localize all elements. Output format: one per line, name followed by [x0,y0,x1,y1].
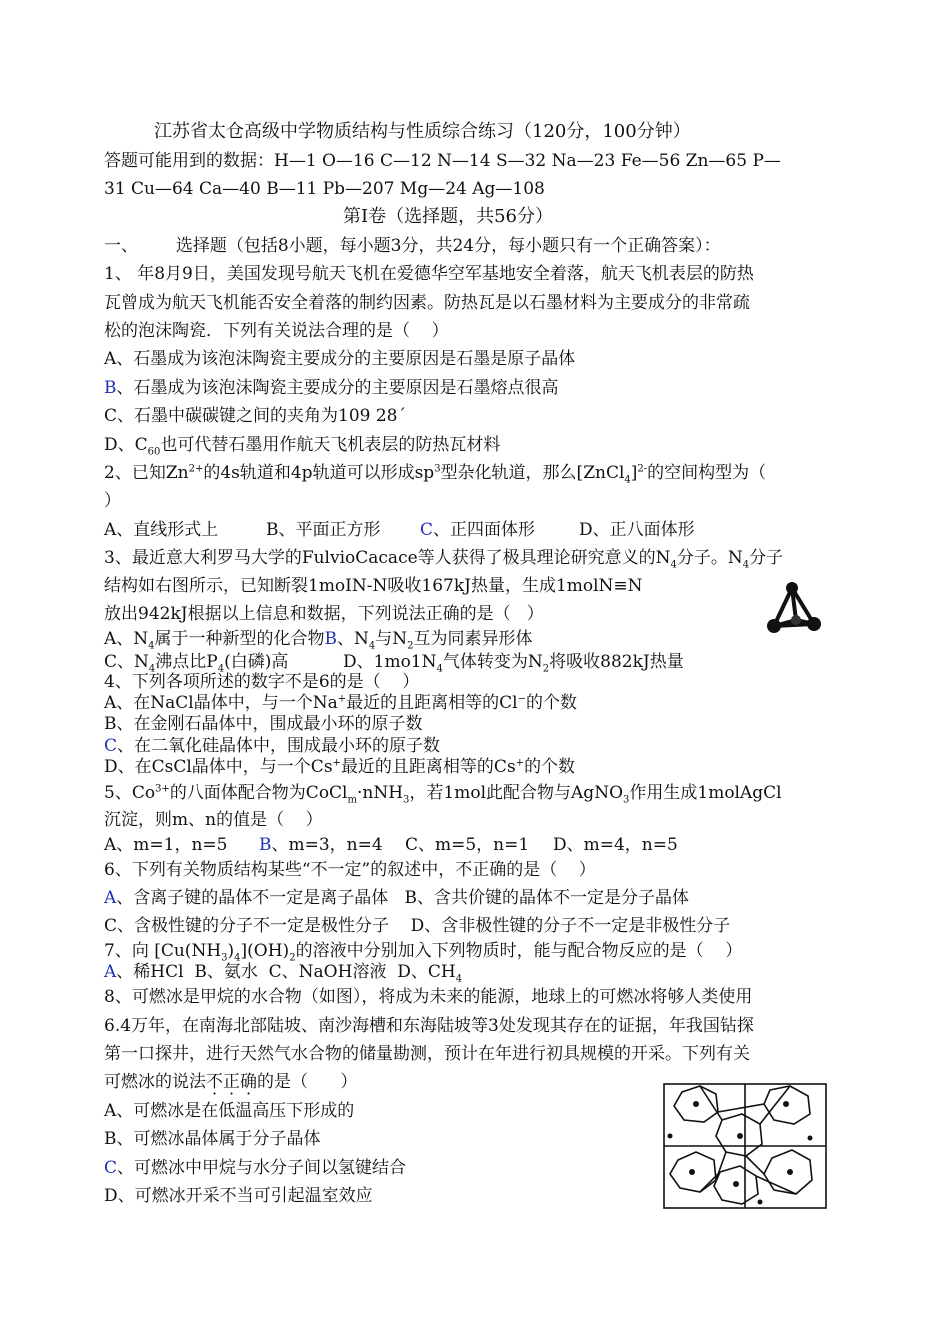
text: ](OH) [240,941,290,961]
q4-stem: 4、下列各项所述的数字不是6的是（ ） [104,672,420,692]
subscript: 4 [234,952,241,964]
emphasis-char: 确 [240,1072,257,1092]
subscript: 4 [670,559,677,571]
text: 、在二氧化硅晶体中，围成最小环的原子数 [117,736,441,756]
answer-letter: C [104,1158,118,1178]
subscript: 4 [368,640,376,652]
text: 分子 [749,548,784,568]
q8-option-b: B、可燃冰晶体属于分子晶体 [104,1129,321,1149]
subscript: 4 [148,663,156,675]
q4-option-c [104,735,440,757]
q3-options-ab [104,628,533,650]
text: 属于一种新型的化合物 [154,629,325,649]
text: 5、Co [104,783,156,803]
superscript: + [332,757,341,769]
subscript: 3 [221,952,228,964]
q1-stem-1: 1、 年8月9日，美国发现号航天飞机在爱德华空军基地安全着落，航天飞机表层的防热 [104,264,754,284]
answer-letter: C [420,520,434,540]
q6-options-ab [104,887,689,909]
q6-stem: 6、下列有关物质结构某些“不一定”的叙述中，不正确的是（ ） [104,860,596,880]
subscript: 2 [542,663,550,675]
text: 的个数 [524,757,576,777]
atomic-data-line1: 答题可能用到的数据：H—1 O—16 C—12 N—14 S—32 Na—23 Fe—56 Zn—65 P— [104,151,781,171]
text: 可燃冰的说法 [104,1072,206,1092]
emphasis-char: 不 [206,1072,223,1092]
text: A、在NaCl晶体中，与一个Na [104,693,338,713]
text: 气体转变为N [442,652,543,672]
q2-stem-1 [104,462,766,484]
text: 与N [375,629,408,649]
text: 沸点比P [155,652,218,672]
emphasis-char: 正 [223,1072,240,1092]
superscript: 3+ [155,783,170,795]
q1-option-b [104,377,559,399]
q1-option-b-text: 、石墨成为该泡沫陶瓷主要成分的主要原因是石墨熔点很高 [116,378,559,398]
text: 的八面体配合物为CoCl [169,783,348,803]
text: ] [630,463,638,483]
text: 分子。N [676,548,743,568]
subscript: 4 [455,973,463,985]
q1-stem-2: 瓦曾成为航天飞机能否安全着落的制约因素。防热瓦是以石墨材料为主要成分的非常疏 [104,293,750,313]
text: 最近的且距离相等的Cs [340,757,516,777]
text: 作用生成1molAgCl [629,783,782,803]
subscript: 4 [624,474,631,486]
q4-option-d [104,756,575,778]
subscript: 3 [403,794,410,806]
text: 将吸收882kJ热量 [549,652,684,672]
section1-heading: 一、 选择题（包括8小题，每小题3分，共24分，每小题只有一个正确答案）： [104,236,721,256]
superscript: + [515,757,525,769]
part1-title: 第Ⅰ卷（选择题，共56分） [343,206,554,227]
answer-letter: B [104,378,117,398]
superscript: − [517,693,526,705]
q3-stem-2: 结构如右图所示，已知断裂1moIN-N吸收167kJ热量，生成1molN≡N [104,576,643,596]
answer-letter: A [104,888,117,908]
q2-option-b: B、平面正方形 [266,520,381,540]
q2-option-a: A、直线形式上 [104,520,219,540]
text: 、含离子键的晶体不一定是离子晶体 B、含共价键的晶体不一定是分子晶体 [116,888,689,908]
q3-stem-1 [104,547,783,569]
q8-option-c [104,1157,406,1179]
q5-option-a: A、m=1，n=5 [104,835,228,855]
subscript: 4 [436,663,443,675]
q5-option-b [259,834,383,856]
q2-option-d: D、正八面体形 [579,520,695,540]
text: 的个数 [525,693,577,713]
subscript: 4 [217,663,225,675]
q4-option-b: B、在金刚石晶体中，围成最小环的原子数 [104,714,423,734]
text: 2、已知Zn [104,463,189,483]
q8-stem-1: 8、可燃冰是甲烷的水合物（如图），将成为未来的能源，地球上的可燃冰将够人类使用 [104,987,753,1007]
q3-option-c [104,651,288,673]
subscript: 4 [148,640,155,652]
q3-stem-3: 放出942kJ根据以上信息和数据，下列说法正确的是（ ） [104,604,544,624]
subscript: 2 [407,640,414,652]
text: 3、最近意大利罗马大学的FulvioCacace等人获得了极具理论研究意义的N [104,548,671,568]
text: 、N [337,629,369,649]
q8-option-d: D、可燃冰开采不当可引起温室效应 [104,1186,373,1206]
subscript: m [347,794,357,806]
q8-stem-4 [104,1071,357,1093]
q5-stem-1 [104,782,782,804]
q8-stem-3: 第一口探井，进行天然气水合物的储量勘测，预计在年进行初具规模的开采。下列有关 [104,1044,750,1064]
answer-letter: B [324,629,338,649]
text: 也可代替石墨用作航天飞机表层的防热瓦材料 [160,435,501,455]
q2-stem-2: ） [104,491,121,511]
q8-stem-2: 6.4万年，在南海北部陆坡、南沙海槽和东海陆坡等3处发现其存在的证据，年我国钻探 [104,1016,754,1036]
text: 7、向 [Cu(NH [104,941,222,961]
text: 、m=3，n=4 [271,835,383,855]
text: 、稀HCl B、氨水 C、NaOH溶液 D、CH [116,962,456,982]
text: C、N [104,652,149,672]
text: D、1mo1N [343,652,437,672]
superscript: + [337,693,347,705]
q1-option-a: A、石墨成为该泡沫陶瓷主要成分的主要原因是石墨是原子晶体 [104,349,576,369]
superscript: 2- [637,463,648,475]
text: 的是（ ） [257,1072,358,1092]
text: D、C [104,435,148,455]
q4-option-a [104,692,577,714]
q8-option-a: A、可燃冰是在低温高压下形成的 [104,1101,355,1121]
subscript: 2 [289,952,296,964]
answer-letter: C [104,736,118,756]
superscript: 2+ [188,463,204,475]
text: 、可燃冰中甲烷与水分子间以氢键结合 [117,1158,407,1178]
answer-letter: A [104,962,117,982]
subscript: 4 [742,559,750,571]
q6-options-cd: C、含极性键的分子不一定是极性分子 D、含非极性键的分子不一定是非极性分子 [104,916,731,936]
q5-stem-2: 沉淀，则m、n的值是（ ） [104,810,323,830]
q5-option-d: D、m=4，n=5 [553,835,678,855]
text: 、正四面体形 [433,520,536,540]
text: (白磷)高 [224,652,289,672]
page-title: 江苏省太仓高级中学物质结构与性质综合练习（120分，100分钟） [154,121,691,142]
q1-stem-3: 松的泡沫陶瓷．下列有关说法合理的是（ ） [104,321,449,341]
text: ·nNH [356,783,404,803]
q1-option-c: C、石墨中碳碳键之间的夹角为109 28´ [104,406,406,426]
q3-option-d [343,651,684,673]
text: 的空间构型为（ [647,463,767,483]
subscript: 3 [623,794,630,806]
q1-option-d [104,434,500,456]
atomic-data-line2: 31 Cu—64 Ca—40 B—11 Pb—207 Mg—24 Ag—108 [104,179,545,199]
text: 互为同素异形体 [413,629,533,649]
text: 型杂化轨道，那么[ZnCl [440,463,625,483]
q7-stem [104,940,742,962]
text: 最近的且距离相等的Cl [346,693,518,713]
methane-hydrate-structure-figure [660,1080,830,1212]
text: ) [227,941,235,961]
text: 的溶液中分别加入下列物质时，能与配合物反应的是（ ） [295,941,743,961]
text: D、在CsCl晶体中，与一个Cs [104,757,333,777]
subscript: 60 [147,446,161,458]
text: ，若1mol此配合物与AgNO [409,783,624,803]
q7-options [104,961,462,983]
n4-molecule-figure [762,580,834,642]
q2-option-c [420,519,535,541]
superscript: 3 [434,463,441,475]
text: A、N [104,629,149,649]
text: 的4s轨道和4p轨道可以形成sp [203,463,435,483]
q5-option-c: C、m=5，n=1 [405,835,530,855]
answer-letter: B [259,835,272,855]
